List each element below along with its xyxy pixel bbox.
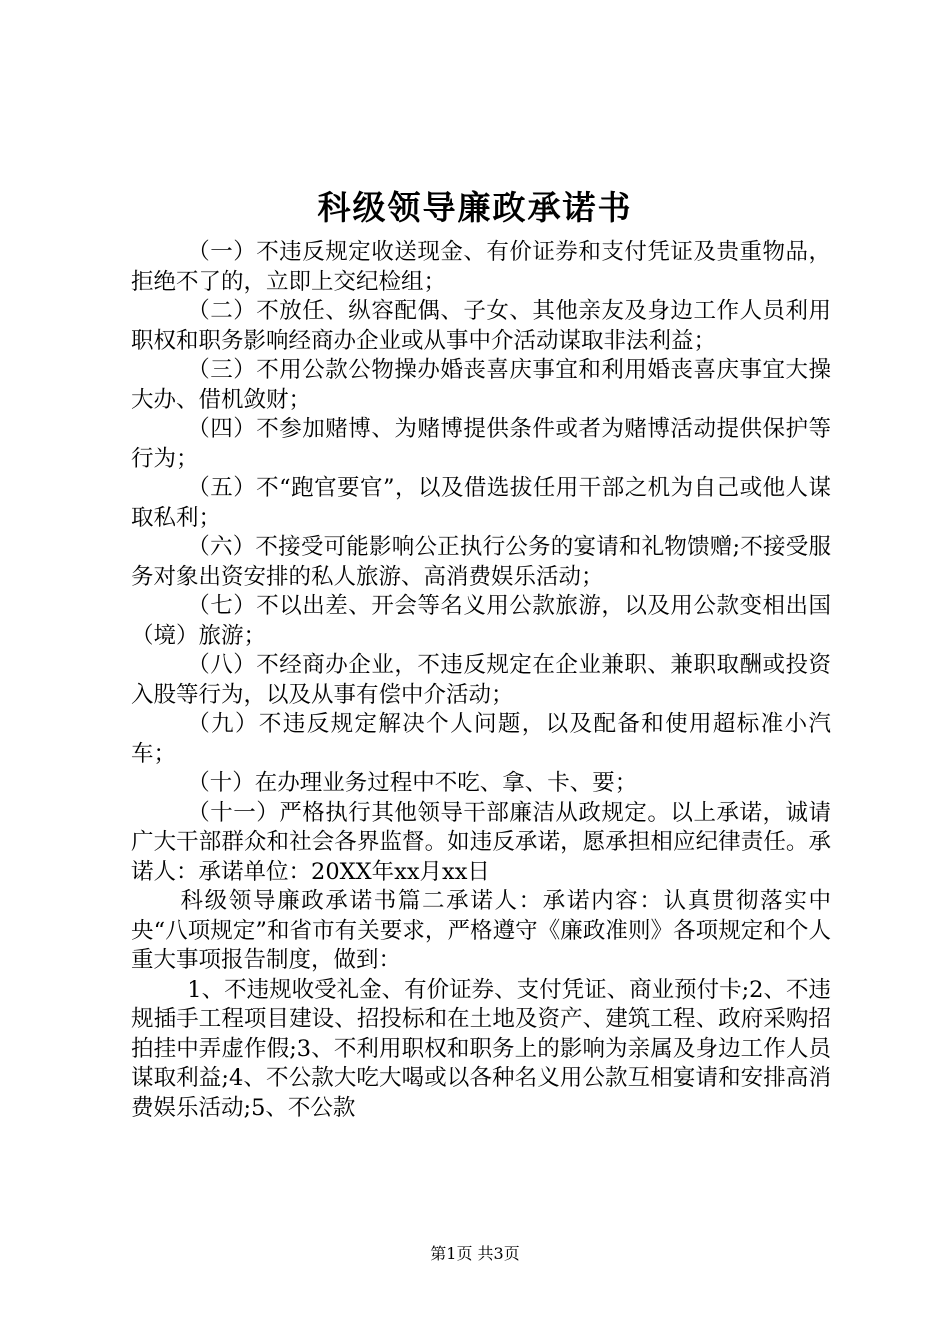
paragraph-item-9: （九）不违反规定解决个人问题，以及配备和使用超标准小汽车； <box>131 711 831 767</box>
paragraph-item-1: （一）不违反规定收送现金、有价证券和支付凭证及贵重物品，拒绝不了的，立即上交纪检组； <box>131 239 831 295</box>
document-title: 科级领导廉政承诺书 <box>317 188 633 227</box>
paragraph-item-10: （十）在办理业务过程中不吃、拿、卡、要； <box>187 770 638 796</box>
paragraph-item-3: （三）不用公款公物操办婚丧喜庆事宜和利用婚丧喜庆事宜大操大办、借机敛财； <box>131 357 831 413</box>
paragraph-item-5: （五）不“跑官要官”，以及借选拔任用干部之机为自己或他人谋取私利； <box>131 475 831 531</box>
paragraph-item-6: （六）不接受可能影响公正执行公务的宴请和礼物馈赠;不接受服务对象出资安排的私人旅游、高消费娱乐活动； <box>131 534 831 590</box>
paragraph-part-two: 科级领导廉政承诺书篇二承诺人：承诺内容：认真贯彻落实中央“八项规定”和省市有关要求，严格遵守《廉政准则》各项规定和个人重大事项报告制度，做到： <box>131 888 831 973</box>
page-number-footer: 第1页 共3页 <box>430 1244 520 1263</box>
paragraph-item-8: （八）不经商办企业，不违反规定在企业兼职、兼职取酬或投资入股等行为，以及从事有偿中介活动； <box>131 652 831 708</box>
paragraph-item-2: （二）不放任、纵容配偶、子女、其他亲友及身边工作人员利用职权和职务影响经商办企业或从事中介活动谋取非法利益； <box>131 298 831 354</box>
paragraph-item-11: （十一）严格执行其他领导干部廉洁从政规定。以上承诺，诚请广大干部群众和社会各界监督。如违反承诺，愿承担相应纪律责任。承诺人：承诺单位：20XX年xx月xx日 <box>131 799 831 885</box>
document-body <box>131 238 831 1123</box>
paragraph-commitments: 1、不违规收受礼金、有价证券、支付凭证、商业预付卡;2、不违规插手工程项目建设、招投标和在土地及资产、建筑工程、政府采购招拍挂中弄虚作假;3、不利用职权和职务上的影响为亲属及身边工作人员谋取利益;4、不公款大吃大喝或以各种名义用公款互相宴请和安排高消费娱乐活动;5、不公款 <box>131 976 831 1121</box>
paragraph-item-7: （七）不以出差、开会等名义用公款旅游，以及用公款变相出国（境）旅游； <box>131 593 831 649</box>
paragraph-item-4: （四）不参加赌博、为赌博提供条件或者为赌博活动提供保护等行为； <box>131 416 831 472</box>
